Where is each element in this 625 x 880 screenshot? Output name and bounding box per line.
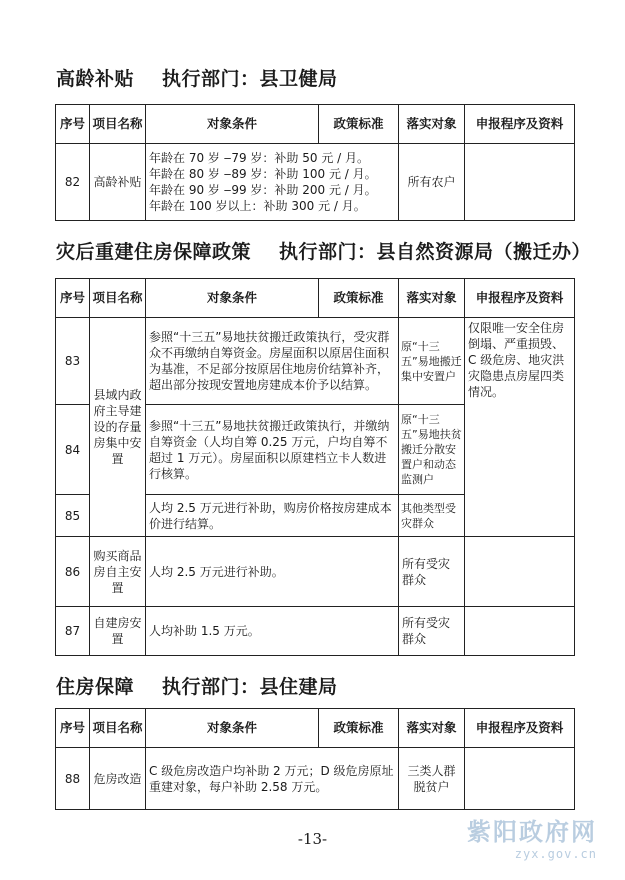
table-header-row xyxy=(56,709,575,748)
row-condition: C 级危房改造户均补助 2 万元；D 级危房原址重建对象，每户补助 2.58 万元。 xyxy=(146,748,399,810)
row-no: 87 xyxy=(56,607,90,656)
header-target: 落实对象 xyxy=(399,279,465,318)
housing-rebuild-table xyxy=(55,278,575,656)
row-procedure xyxy=(465,537,575,607)
row-condition: 人均 2.5 万元进行补助。 xyxy=(146,537,399,607)
table-row xyxy=(56,318,575,405)
watermark-name: 紫阳政府网 xyxy=(467,818,597,846)
row-target: 原“十三五”易地扶贫搬迁分散安置户和动态监测户 xyxy=(399,405,465,495)
row-procedure: 仅限唯一安全住房倒塌、严重损毁、C 级危房、地灾洪灾隐患点房屋四类情况。 xyxy=(465,318,575,537)
table-header-row xyxy=(56,279,575,318)
section-title-housing-rebuild: 灾后重建住房保障政策 执行部门：县自然资源局（搬迁办） xyxy=(56,241,592,263)
row-target: 其他类型受灾群众 xyxy=(399,495,465,537)
table-row xyxy=(56,748,575,810)
row-name: 县域内政府主导建设的存量房集中安置 xyxy=(90,318,146,537)
row-procedure xyxy=(465,607,575,656)
section-title-elderly-subsidy: 高龄补贴 执行部门：县卫健局 xyxy=(56,68,338,90)
row-target: 所有农户 xyxy=(399,144,465,221)
row-name: 高龄补贴 xyxy=(90,144,146,221)
row-no: 84 xyxy=(56,405,90,495)
row-condition: 参照“十三五”易地扶贫搬迁政策执行，受灾群众不再缴纳自筹资金。房屋面积以原居住面积为基准，不足部分按原居住地房价结算补齐，超出部分按现安置地房建成本价予以结算。 xyxy=(146,318,399,405)
header-target: 落实对象 xyxy=(399,709,465,748)
row-condition: 人均 2.5 万元进行补助，购房价格按房建成本价进行结算。 xyxy=(146,495,399,537)
header-standard: 政策标准 xyxy=(319,105,399,144)
row-procedure xyxy=(465,748,575,810)
table-header-row xyxy=(56,105,575,144)
row-target: 三类人群脱贫户 xyxy=(399,748,465,810)
row-condition: 人均补助 1.5 万元。 xyxy=(146,607,399,656)
header-condition: 对象条件 xyxy=(146,105,319,144)
header-name: 项目名称 xyxy=(90,105,146,144)
header-standard: 政策标准 xyxy=(319,709,399,748)
header-procedure: 申报程序及资料 xyxy=(465,709,575,748)
row-no: 86 xyxy=(56,537,90,607)
section-title-housing-security: 住房保障 执行部门：县住建局 xyxy=(56,676,338,698)
table-row xyxy=(56,607,575,656)
row-condition: 年龄在 70 岁 ‒79 岁：补助 50 元 / 月。 年龄在 80 岁 ‒89 岁：补助 100 元 / 月。 年龄在 90 岁 ‒99 岁：补助 200 元 / 月。 年龄在 100 岁以上：补助 300 元 / 月。 xyxy=(146,144,399,221)
header-name: 项目名称 xyxy=(90,709,146,748)
row-condition: 参照“十三五”易地扶贫搬迁政策执行，并缴纳自筹资金（人均自筹 0.25 万元，户均自筹不超过 1 万元）。房屋面积以原建档立卡人数进行核算。 xyxy=(146,405,399,495)
header-no: 序号 xyxy=(56,709,90,748)
row-no: 88 xyxy=(56,748,90,810)
table-row xyxy=(56,537,575,607)
watermark-url: zyx.gov.cn xyxy=(514,847,597,861)
row-no: 85 xyxy=(56,495,90,537)
header-condition: 对象条件 xyxy=(146,709,319,748)
row-target: 原“十三五”易地搬迁集中安置户 xyxy=(399,318,465,405)
watermark xyxy=(467,812,597,861)
row-no: 82 xyxy=(56,144,90,221)
header-no: 序号 xyxy=(56,105,90,144)
row-target: 所有受灾群众 xyxy=(399,607,465,656)
housing-security-table xyxy=(55,708,575,810)
header-target: 落实对象 xyxy=(399,105,465,144)
row-name: 购买商品房自主安置 xyxy=(90,537,146,607)
row-procedure xyxy=(465,144,575,221)
header-condition: 对象条件 xyxy=(146,279,319,318)
row-name: 危房改造 xyxy=(90,748,146,810)
page-number: -13- xyxy=(297,830,328,848)
table-row xyxy=(56,144,575,221)
elderly-subsidy-table xyxy=(55,104,575,221)
header-procedure: 申报程序及资料 xyxy=(465,279,575,318)
header-no: 序号 xyxy=(56,279,90,318)
row-no: 83 xyxy=(56,318,90,405)
row-name: 自建房安置 xyxy=(90,607,146,656)
header-standard: 政策标准 xyxy=(319,279,399,318)
row-target: 所有受灾群众 xyxy=(399,537,465,607)
header-procedure: 申报程序及资料 xyxy=(465,105,575,144)
header-name: 项目名称 xyxy=(90,279,146,318)
